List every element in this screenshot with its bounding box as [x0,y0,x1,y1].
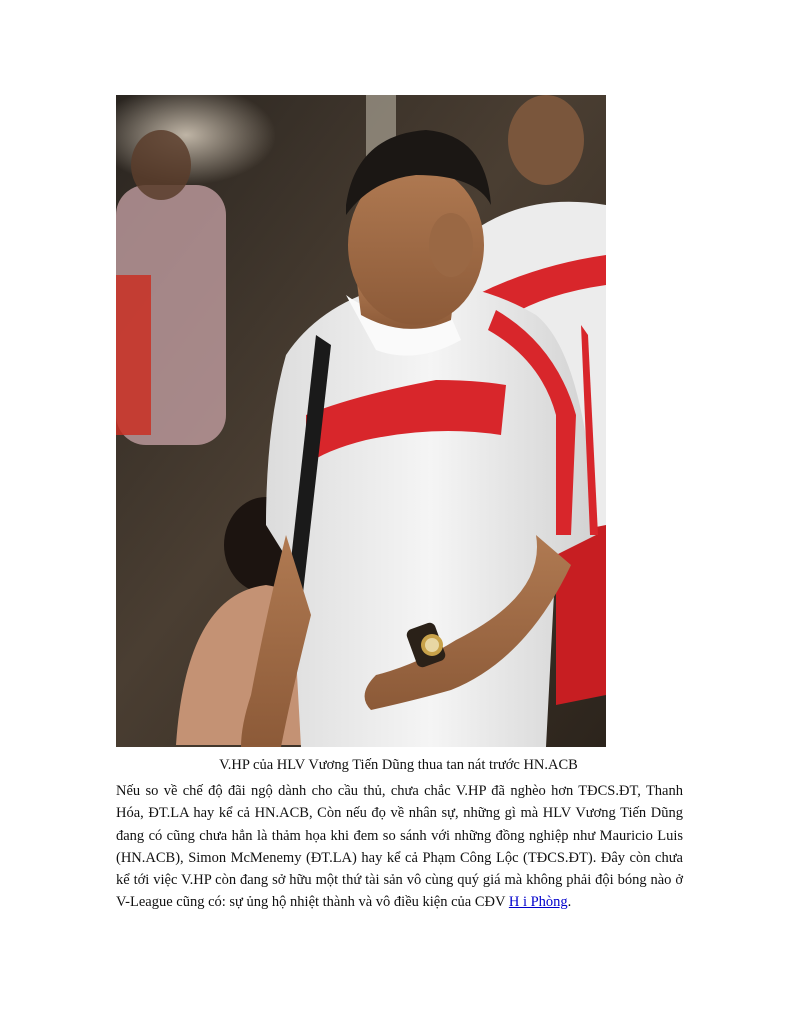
photo-caption: V.HP của HLV Vương Tiến Dũng thua tan nát trước HN.ACB [219,757,578,773]
coach-photo [116,95,606,747]
paragraph-text: Nếu so về chế độ đãi ngộ dành cho cầu thủ, chưa chắc V.HP đã nghèo hơn TĐCS.ĐT, Thanh Hóa, ĐT.LA hay kể cả HN.ACB, Còn nếu đọ về nhân sự, những gì mà HLV Vương Tiến Dũng đang có cũng chưa hẳn là thảm họa khi đem so sánh với những đồng nghiệp như Mauricio Luis (HN.ACB), Simon McMenemy (ĐT.LA) hay kể cả Phạm Công Lộc (TĐCS.ĐT). Đây còn chưa kể tới việc V.HP còn đang sở hữu một thứ tài sản vô cùng quý giá mà không phải đội bóng nào ở V-League cũng có: sự ủng hộ nhiệt thành và vô điều kiện của CĐV [116,783,683,911]
hai-phong-link[interactable]: H i Phòng [508,894,568,911]
article-paragraph [116,780,683,914]
paragraph-tail: . [567,894,572,911]
